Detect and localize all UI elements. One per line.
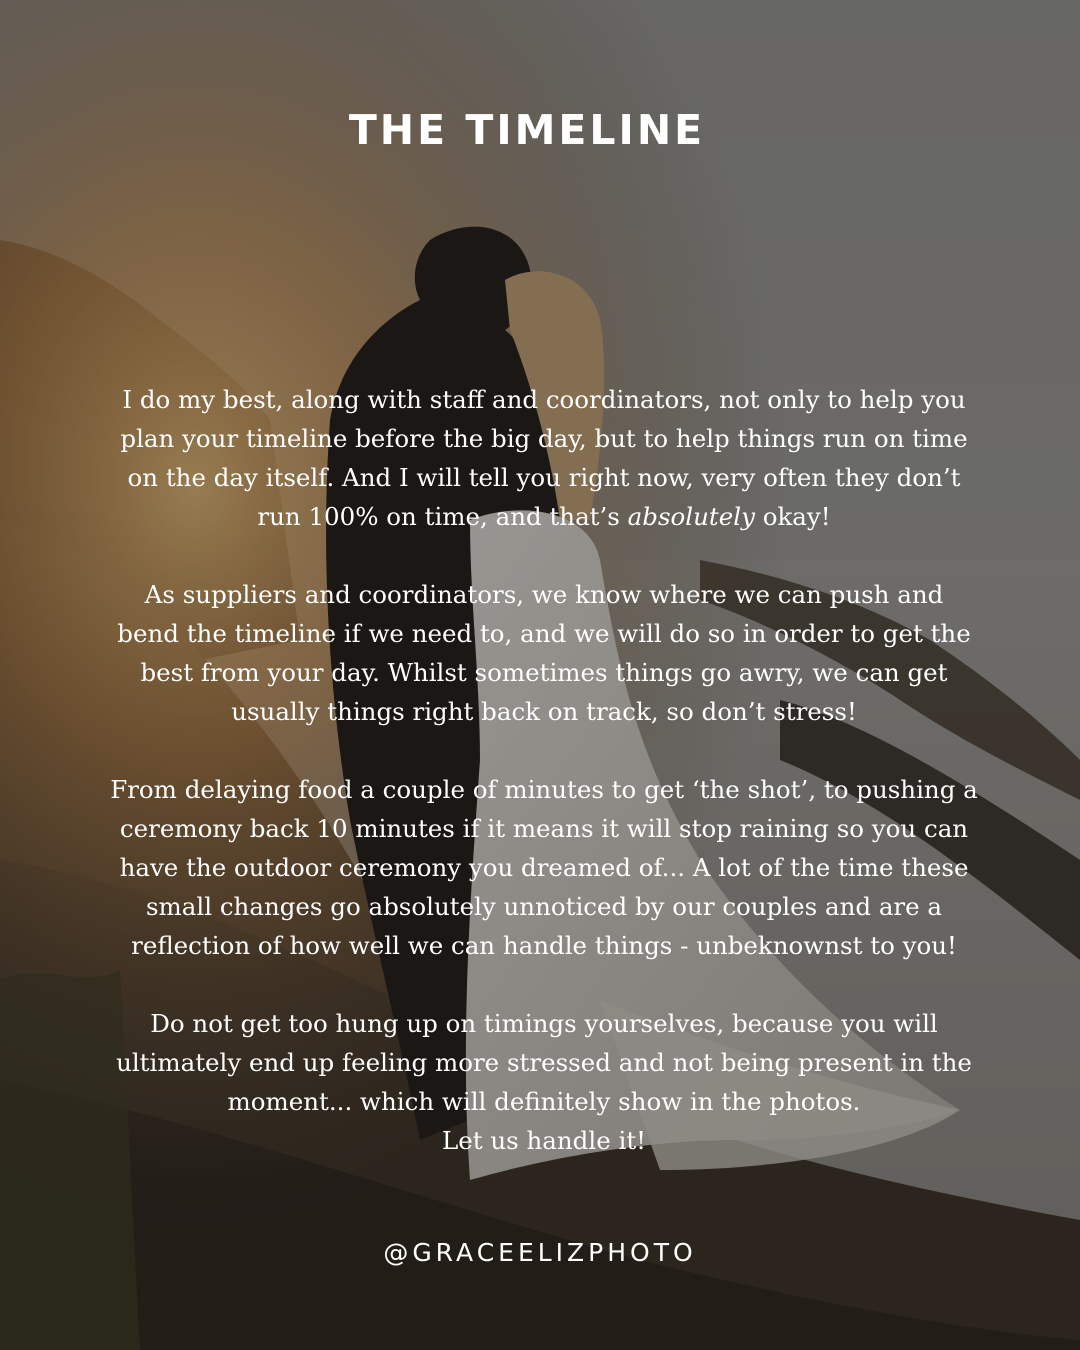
paragraph-2: As suppliers and coordinators, we know where we can push and bend the timeline if we need to, and we will do so in order to get the best from your day. Whilst sometimes things go awry, we can get usually things right back on track, so don’t stress! [117,580,971,726]
paragraph-1 [110,380,978,536]
paragraph-1-emphasis: absolutely [627,502,755,531]
body-text [110,380,978,1160]
paragraph-1-ending: okay! [754,502,831,531]
paragraph-1-text: I do my best, along with staff and coordinators, not only to help you plan your timeline before the big day, but to help things run on time on the day itself. And I will tell you right now, very often they don’t run 100% on time, and that’s [120,385,968,531]
paragraph-4-text: Do not get too hung up on timings yourselves, because you will ultimately end up feeling more stressed and not being present in the moment... which will definitely show in the photos. [116,1009,972,1116]
paragraph-3: From delaying food a couple of minutes to get ‘the shot’, to pushing a ceremony back 10 minutes if it means it will stop raining so you can have the outdoor ceremony you dreamed of... A lot of the time these small changes go absolutely unnoticed by our couples and are a reflection of how well we can handle things - unbeknownst to you! [110,775,978,960]
page-title: THE TIMELINE [348,106,706,154]
paragraph-4-closing: Let us handle it! [441,1126,647,1155]
social-handle: @GRACEELIZPHOTO [383,1238,697,1267]
paragraph-4 [110,1004,978,1160]
